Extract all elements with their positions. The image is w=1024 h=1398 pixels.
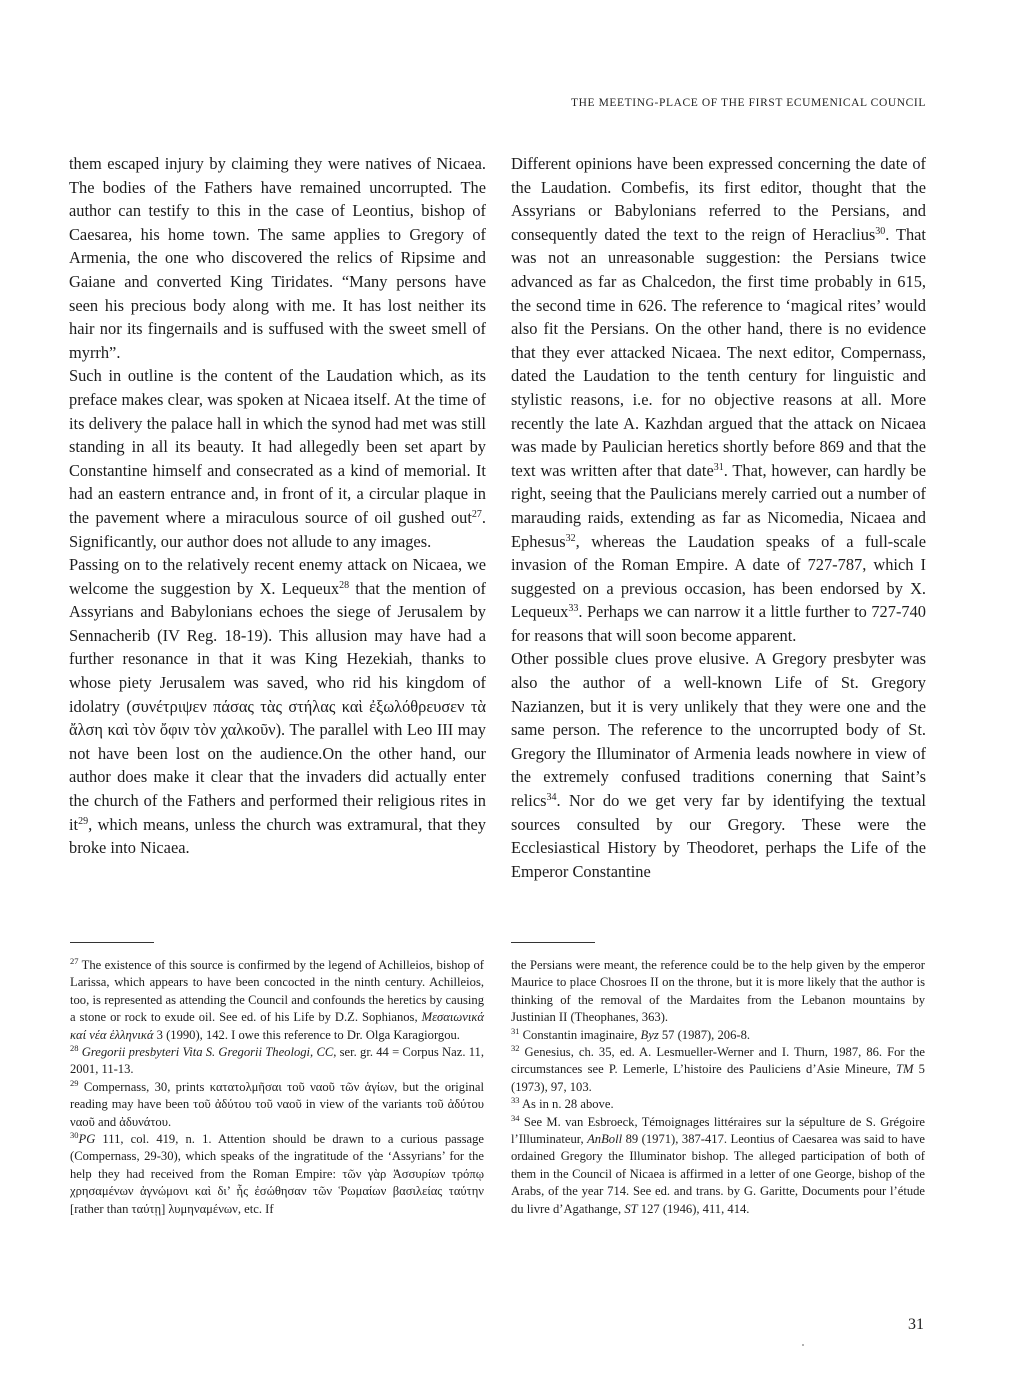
text: 111, col. 419, n. 1. Attention should be drawn to a curious passage (Compernass, 29-30), which speaks of the ingratitude of the ‘Assyrians’ for the help they had received from the Roman Empire: τῶν γὰρ Ἀσσυρίων τρόπῳ χρησαμένων ἀγνώμονι καὶ δι’ ἧς ἐσώθησαν τῶν Ῥωμαίων βασιλείας ταύτην [rather than ταύτῃ] λυμηναμένων, etc. If: [70, 1132, 484, 1216]
footnote-separator: [511, 942, 595, 943]
paragraph: them escaped injury by claiming they were natives of Nicaea. The bodies of the Fathers have remained uncorrupted. The author can testify to this in the case of Leontius, bishop of Caesarea, his home town. The same applies to Gregory of Armenia, the one who discovered the relics of Ripsime and Gaiane and converted King Tiridates. “Many persons have seen his precious body along with me. It has lost neither its hair nor its fingernails and is suffused with the sweet smell of myrrh”.: [69, 154, 486, 362]
page-number: 31: [908, 1316, 924, 1333]
text: that the mention of Assyrians and Babylonians echoes the siege of Jerusalem by Sennacherib (IV Reg. 18-19). This allusion may have had a further resonance in that it was King Hezekiah, thanks to whose piety Jerusalem was saved, who rid his kingdom of idolatry (συνέτριψεν πάσας τὰς στήλας καὶ ἐξωλόθρευσεν τὰ ἄλση καὶ τὸν ὄφιν τὸν χαλκοῦν). The parallel with Leo III may not have been lost on the audience.On the other hand, our author does make it clear that the invaders did actually enter the church of the Fathers and performed their religious rites in it: [69, 578, 486, 834]
text: , whereas the Laudation speaks of a full-scale invasion of the Roman Empire. A date of 727-787, which I suggested on a previous occasion, has been endorsed by X. Lequeux: [511, 531, 926, 622]
footnote-34: [511, 1114, 925, 1218]
scan-speck: [802, 1344, 804, 1346]
text: 57 (1987), 206-8.: [658, 1027, 751, 1042]
footnote-ref-28[interactable]: 28: [339, 579, 350, 591]
footnote-number: 34: [511, 1112, 520, 1123]
footnote-ref-33[interactable]: 33: [568, 603, 579, 615]
footnote-32: [511, 1044, 925, 1096]
footnote-29: [70, 1079, 484, 1131]
paragraph: [511, 647, 926, 883]
paragraph: [511, 152, 926, 647]
text: , ser. gr. 44 = Corpus Naz. 11, 2001, 11-13.: [70, 1045, 484, 1077]
footnote-28: [70, 1044, 484, 1079]
text: Such in outline is the content of the Laudation which, as its preface makes clear, was spoken at Nicaea itself. At the time of its delivery the palace hall in which the synod had met was still standing in all its beauty. It had allegedly been set apart by Constantine himself and consecrated as a kind of memorial. It had an eastern entrance and, in front of it, a circular plaque in the pavement where a miraculous source of oil gushed out: [69, 366, 486, 527]
footnote-ref-27[interactable]: 27: [471, 508, 482, 520]
text: 3 (1990), 142. I owe this reference to Dr. Olga Karagiorgou.: [153, 1027, 460, 1042]
text: Different opinions have been expressed concerning the date of the Laudation. Combefis, its first editor, thought that the Assyrians or Babylonians referred to the Persians, and consequently dated the text to the reign of Heraclius: [511, 154, 926, 244]
italic-title: ST: [624, 1201, 638, 1216]
text: 89 (1971), 387-417. Leontius of Caesarea was said to have ordained Gregory the Illuminator bishop. The alleged participation of both of them in the Council of Nicaea is affirmed in a letter of one George, bishop of the Arabs, of the year 714. See ed. and trans. by G. Garitte, Documents pour l’étude du livre d’Agathange,: [511, 1132, 925, 1216]
footnotes-right: [511, 957, 925, 1218]
text: As in n. 28 above.: [519, 1097, 614, 1112]
text: Genesius, ch. 35, ed. A. Lesmueller-Werner and I. Thurn, 1987, 86. For the circumstances see P. Lemerle, L’histoire des Pauliciens d’Asie Mineure,: [511, 1045, 925, 1077]
text: Passing on to the relatively recent enemy attack on Nicaea, we welcome the suggestion by X. Lequeux: [69, 555, 486, 598]
right-column: [511, 152, 926, 883]
footnotes-left: [70, 957, 484, 1218]
italic-title: Gregorii presbyteri Vita S. Gregorii Theologi, CC: [78, 1045, 334, 1060]
text: . That, however, can hardly be right, seeing that the Paulicians merely carried out a number of marauding raids, extending as far as Nicomedia, Nicaea and Ephesus: [511, 460, 926, 551]
footnote-ref-30[interactable]: 30: [875, 225, 886, 237]
footnote-number: 31: [511, 1025, 520, 1036]
left-column: [69, 152, 486, 860]
italic-title: AnBoll: [587, 1132, 623, 1147]
italic-title: Μεσαιωνικά καί νέα ἑλληνικά: [70, 1010, 484, 1042]
text: See M. van Esbroeck, Témoignages littéraires sur la sépulture de S. Grégoire l’Illuminateur,: [511, 1114, 925, 1147]
footnote-30: [70, 1131, 484, 1218]
footnote-27: [70, 957, 484, 1044]
text: Other possible clues prove elusive. A Gregory presbyter was also the author of a well-known Life of St. Gregory Nazianzen, but it is very unlikely that they were one and the same person. The reference to the uncorrupted body of St. Gregory the Illuminator of Armenia leads nowhere in view of the extremely confused traditions conerning that Saint’s relics: [511, 649, 926, 811]
text: Compernass, 30, prints κατατολμῆσαι τοῦ ναοῦ τῶν ἁγίων, but the original reading may have been τοῦ ἀδύτου τοῦ ναοῦ in view of the variants τοῦ ἀδύτου ναοῦ and ἀδυνάτου.: [70, 1079, 484, 1129]
italic-title: PG: [78, 1132, 96, 1147]
footnote-number: 27: [70, 956, 79, 966]
text: . That was not an unreasonable suggestion: the Persians twice advanced as far as Chalcedon, the first time probably in 615, the second time in 626. The reference to ‘magical rites’ would also fit the Persians. On the other hand, there is no evidence that they ever attacked Nicaea. The next editor, Compernass, dated the Laudation to the tenth century for linguistic and stylistic reasons, i.e. for no objective reasons at all. More recently the late A. Kazhdan argued that the attack on Nicaea was made by Paulician heretics shortly before 869 and that the text was written after that date: [511, 224, 926, 480]
text: . Perhaps we can narrow it a little further to 727-740 for reasons that will soon become apparent.: [511, 602, 926, 645]
footnote-ref-32[interactable]: 32: [565, 532, 576, 544]
text: Constantin imaginaire,: [519, 1027, 641, 1042]
footnote-ref-29[interactable]: 29: [78, 815, 89, 827]
footnote-ref-34[interactable]: 34: [546, 792, 557, 804]
paragraph: [69, 553, 486, 860]
text: 127 (1946), 411, 414.: [637, 1201, 750, 1216]
footnote-separator: [70, 942, 154, 943]
text: 5 (1973), 97, 103.: [511, 1062, 925, 1094]
footnote-30-continued: the Persians were meant, the reference could be to the help given by the emperor Maurice to place Chosroes II on the throne, but it is more likely that the author is thinking of the removal of the Mardaites from the Lebanon mountains by Justinian II (Theophanes, 363).: [511, 958, 925, 1025]
footnote-31: [511, 1027, 925, 1044]
text: , which means, unless the church was extramural, that they broke into Nicaea.: [69, 814, 486, 858]
footnote-ref-31[interactable]: 31: [713, 461, 724, 473]
paragraph: [69, 364, 486, 553]
text: The existence of this source is confirmed by the legend of Achilleios, bishop of Larissa, which appears to have been concocted in the ninth century. Achilleios, too, is represented as attending the Council and confounds the heretics by causing a stone or rock to exude oil. See ed. of his Life by D.Z. Sophianos,: [70, 958, 484, 1025]
running-title: THE MEETING-PLACE OF THE FIRST ECUMENICAL COUNCIL: [570, 97, 926, 109]
footnote-number: 28: [70, 1043, 79, 1054]
footnote-number: 33: [511, 1095, 520, 1106]
italic-title: TM: [895, 1062, 914, 1077]
footnote-number: 29: [70, 1077, 79, 1088]
italic-title: Byz: [640, 1027, 659, 1042]
text: . Significantly, our author does not allude to any images.: [69, 507, 486, 551]
footnote-33: [511, 1096, 925, 1113]
text: . Nor do we get very far by identifying the textual sources consulted by our Gregory. These were the Ecclesiastical History by Theodoret, perhaps the Life of the Emperor Constantine: [511, 791, 926, 881]
footnote-number: 32: [511, 1043, 520, 1054]
footnote-number: 30: [70, 1130, 79, 1141]
